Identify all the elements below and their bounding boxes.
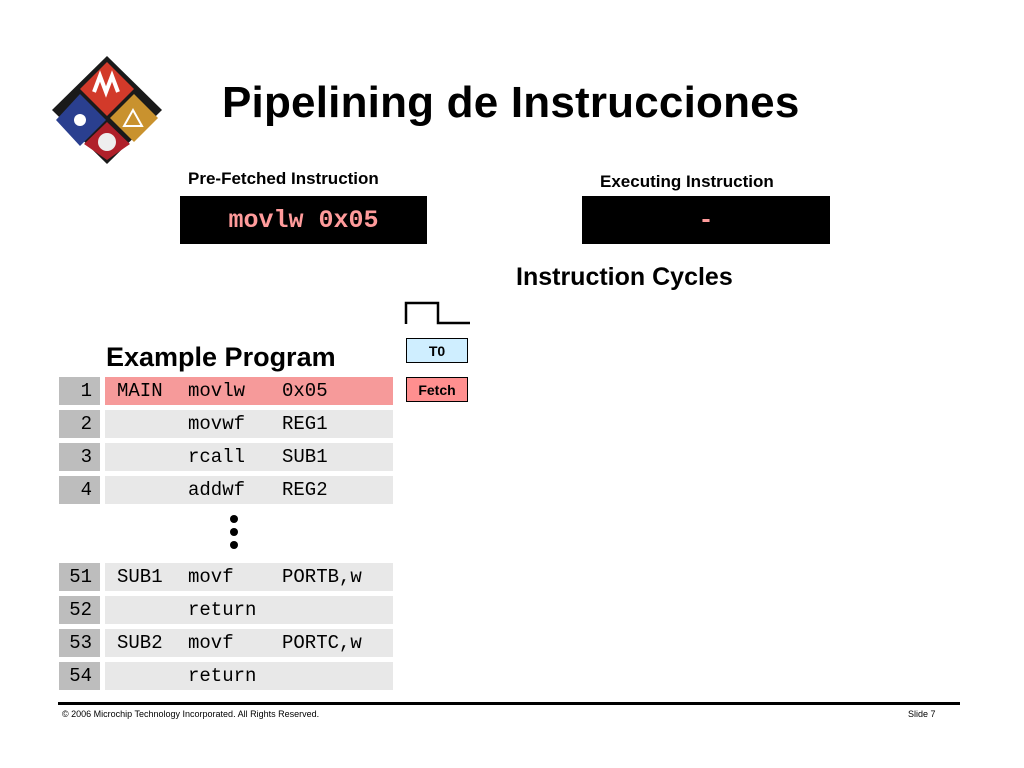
code-op: movf [188, 566, 234, 588]
prefetched-box [180, 196, 427, 244]
program-row [59, 377, 393, 405]
copyright-text: © 2006 Microchip Technology Incorporated. All Rights Reserved. [62, 709, 320, 719]
code-op: return [188, 665, 257, 687]
code-op: rcall [188, 446, 246, 468]
code-op: addwf [188, 479, 246, 501]
line-number: 2 [59, 410, 100, 438]
code-line [105, 596, 393, 624]
slide-number: Slide 7 [908, 709, 936, 719]
example-program-label: Example Program [106, 342, 336, 372]
program-row [59, 443, 393, 471]
executing-box [582, 196, 830, 244]
microchip-logo [48, 52, 166, 168]
code-label: SUB1 [117, 566, 163, 588]
code-line [105, 443, 393, 471]
executing-value: - [698, 205, 714, 235]
clock-waveform [404, 300, 472, 326]
line-number: 1 [59, 377, 100, 405]
footer-divider [58, 702, 960, 705]
program-row [59, 596, 393, 624]
fetch-cell: Fetch [406, 377, 468, 402]
code-arg: 0x05 [282, 380, 328, 402]
code-label: MAIN [117, 380, 163, 402]
code-op: movwf [188, 413, 246, 435]
code-line [105, 410, 393, 438]
line-number: 51 [59, 563, 100, 591]
ellipsis-dots [228, 515, 240, 554]
line-number: 54 [59, 662, 100, 690]
code-arg: SUB1 [282, 446, 328, 468]
prefetched-label: Pre-Fetched Instruction [188, 169, 379, 188]
program-row [59, 662, 393, 690]
code-line [105, 377, 393, 405]
code-line [105, 662, 393, 690]
program-row [59, 476, 393, 504]
program-row [59, 410, 393, 438]
code-line [105, 629, 393, 657]
program-row [59, 563, 393, 591]
cycle-t0-cell: T0 [406, 338, 468, 363]
instruction-cycles-label: Instruction Cycles [516, 263, 733, 291]
line-number: 4 [59, 476, 100, 504]
executing-label: Executing Instruction [600, 172, 774, 191]
code-line [105, 563, 393, 591]
code-op: movf [188, 632, 234, 654]
page-title: Pipelining de Instrucciones [222, 78, 800, 127]
prefetched-value: movlw 0x05 [228, 205, 379, 235]
line-number: 3 [59, 443, 100, 471]
code-arg: PORTC,w [282, 632, 362, 654]
code-arg: REG1 [282, 413, 328, 435]
code-label: SUB2 [117, 632, 163, 654]
code-line [105, 476, 393, 504]
program-row [59, 629, 393, 657]
code-op: return [188, 599, 257, 621]
line-number: 52 [59, 596, 100, 624]
code-arg: PORTB,w [282, 566, 362, 588]
line-number: 53 [59, 629, 100, 657]
code-op: movlw [188, 380, 246, 402]
code-arg: REG2 [282, 479, 328, 501]
